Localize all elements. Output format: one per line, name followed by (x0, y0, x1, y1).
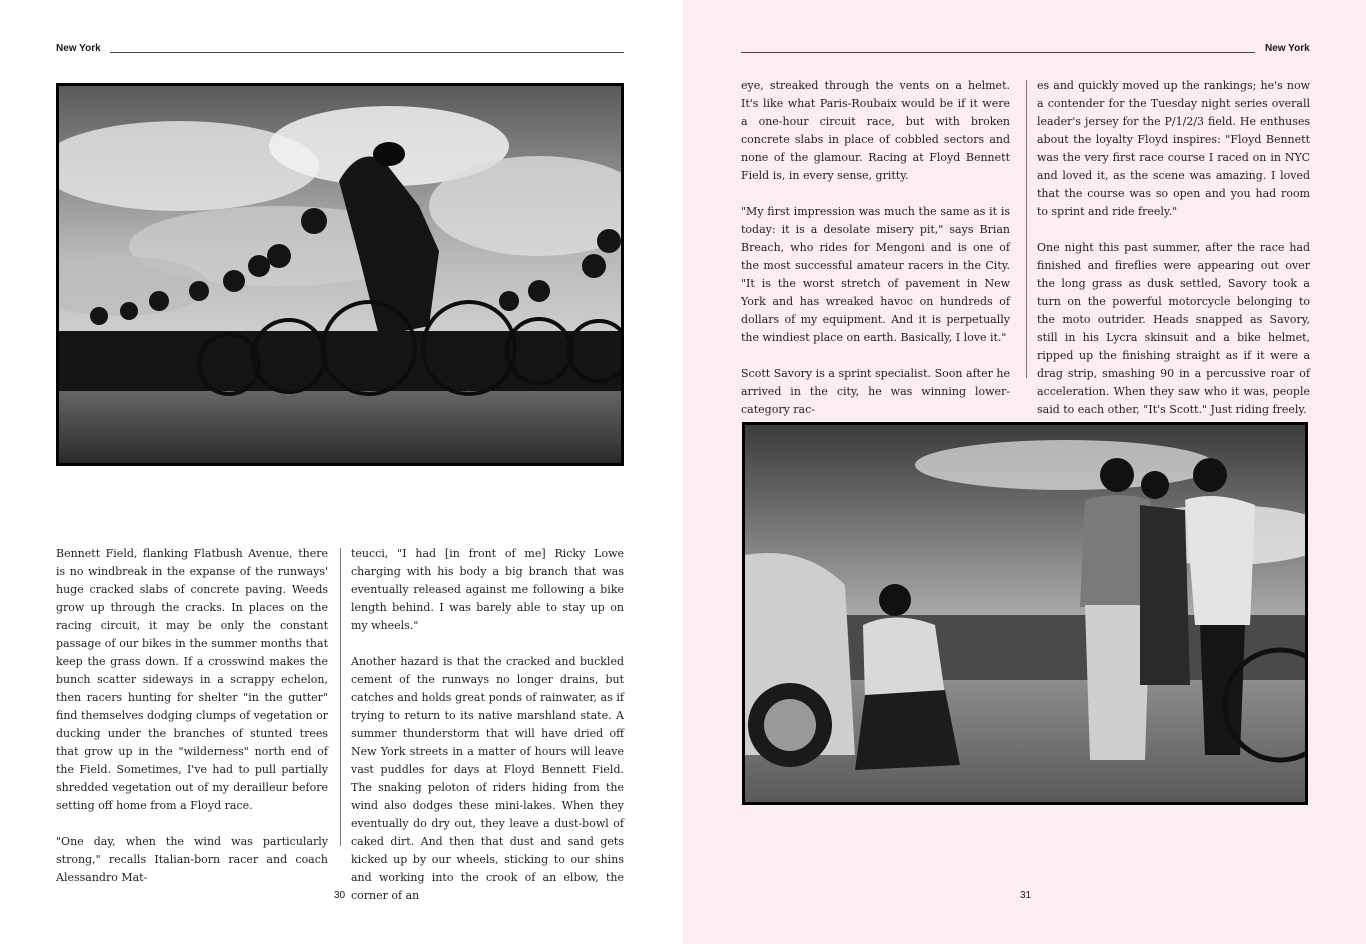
paragraph: es and quickly moved up the rankings; he's now a contender for the Tuesday night series overall leader's jersey for the P/1/2/3 field. He enthuses about the loyalty Floyd inspires: "Floyd Bennett was the very first race course I raced on in NYC and loved it, as the scene was amazing. I loved that the course was so open and you had room to sprint and ride freely." (1037, 79, 1310, 218)
cyclists-peloton-photo (56, 83, 624, 466)
right-page-column-1 (741, 77, 1010, 419)
page-number-left: 30 (334, 890, 346, 901)
header-rule-left (110, 52, 624, 53)
paragraph: eye, streaked through the vents on a helmet. It's like what Paris-Roubaix would be if it were a one-hour circuit race, but with broken concrete slabs in place of cobbled sectors and none of the glamour. Racing at Floyd Bennett Field is, in every sense, gritty. (741, 79, 1010, 182)
paragraph: "My first impression was much the same as it is today: it is a desolate misery pit," says Brian Breach, who rides for Mengoni and is one of the most successful amateur racers in the City. "It is the worst stretch of pavement in New York and has wreaked havoc on hundreds of dollars of my equipment. And it is perpetually the windiest place on earth. Basically, I love it." (741, 205, 1010, 344)
right-page (683, 0, 1366, 944)
spectators-illustration (745, 425, 1305, 802)
running-head-right: New York (1265, 43, 1310, 54)
left-page-column-1 (56, 545, 328, 887)
paragraph: Bennett Field, flanking Flatbush Avenue, there is no windbreak in the expanse of the runways' huge cracked slabs of concrete paving. Weeds grow up through the cracks. In places on the racing circuit, it may be only the constant passage of our bikes in the summer months that keep the grass down. If a crosswind makes the bunch scatter sideways in a scrappy echelon, then racers hunting for shelter "in the gutter" find themselves dodging clumps of vegetation or ducking under the branches of stunted trees that grow up in the "wilderness" north end of the Field. Sometimes, I've had to pull partially shredded vegetation out of my derailleur before setting off home from a Floyd race. (56, 547, 328, 812)
paragraph: Another hazard is that the cracked and buckled cement of the runways no longer drains, but catches and holds great ponds of rainwater, as if trying to return to its native marshland state. A summer thunderstorm that will have dried off New York streets in a matter of hours will leave vast puddles for days at Floyd Bennett Field. The snaking peloton of riders hiding from the wind also dodges these mini-lakes. When they eventually do dry out, they leave a dust-bowl of caked dirt. And then that dust and sand gets kicked up by our wheels, sticking to our shins and working into the crook of an elbow, the corner of an (351, 655, 624, 902)
spectators-by-car-photo (742, 422, 1308, 805)
right-page-column-2 (1037, 77, 1310, 419)
running-head-left: New York (56, 43, 101, 54)
left-page-column-2 (351, 545, 624, 905)
column-divider-left (340, 548, 341, 846)
column-divider-right (1026, 80, 1027, 378)
peloton-illustration (59, 86, 621, 463)
paragraph: teucci, "I had [in front of me] Ricky Lowe charging with his body a big branch that was eventually released against me following a bike length behind. I was barely able to stay up on my wheels." (351, 547, 624, 632)
paragraph: "One day, when the wind was particularly strong," recalls Italian-born racer and coach Alessandro Mat- (56, 835, 328, 884)
page-number-right: 31 (1020, 890, 1032, 901)
header-rule-right (741, 52, 1255, 53)
paragraph: Scott Savory is a sprint specialist. Soon after he arrived in the city, he was winning lower-category rac- (741, 367, 1010, 416)
paragraph: One night this past summer, after the race had finished and fireflies were appearing out over the long grass as dusk settled, Savory took a turn on the powerful motorcycle belonging to the moto outrider. Heads snapped as Savory, still in his Lycra skinsuit and a bike helmet, ripped up the finishing straight as if it were a drag strip, smashing 90 in a percussive roar of acceleration. When they saw who it was, people said to each other, "It's Scott." Just riding freely. (1037, 241, 1310, 416)
